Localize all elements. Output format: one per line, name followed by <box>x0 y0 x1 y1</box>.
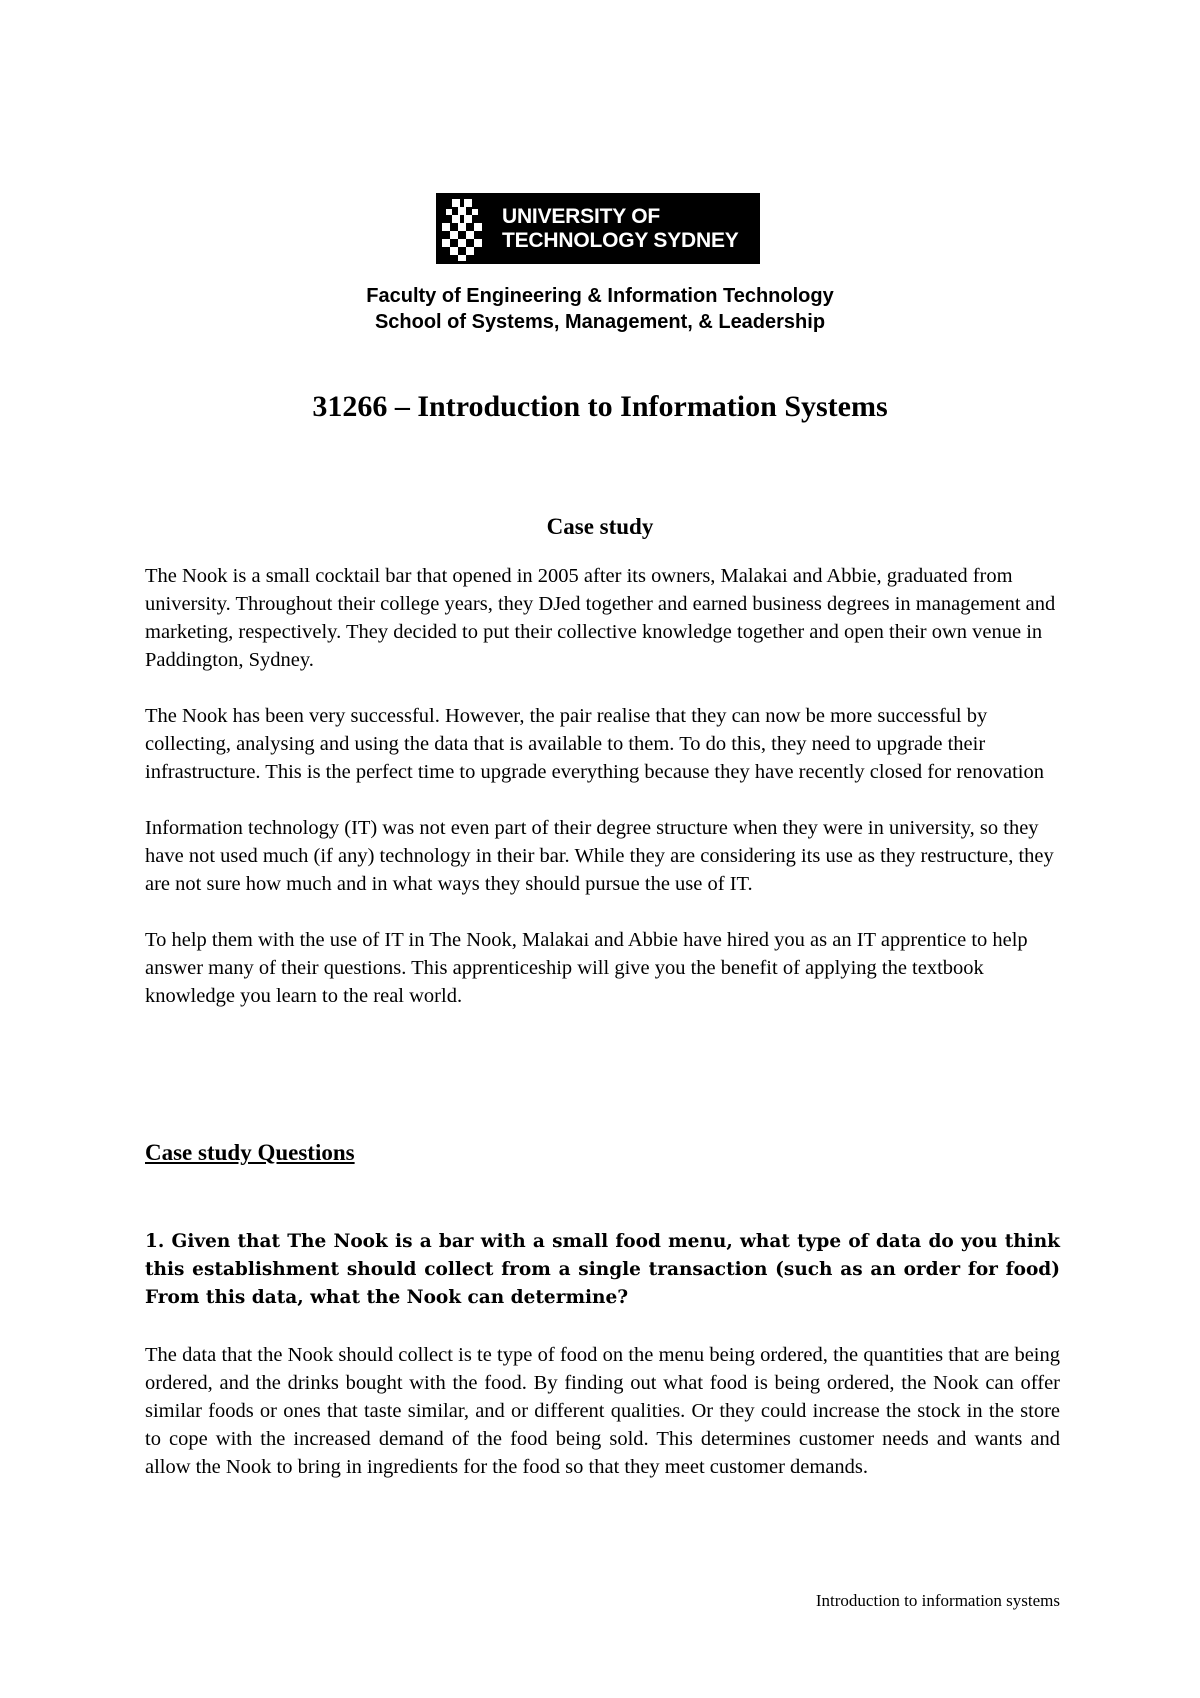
question-1: 1. Given that The Nook is a bar with a small food menu, what type of data do you think this establishment should collect from a single transaction (such as an order for food) From this data, what the Nook can determine? <box>145 1231 1060 1308</box>
case-study-heading: Case study <box>546 514 654 539</box>
logo-line-2: TECHNOLOGY SYDNEY <box>502 228 739 252</box>
case-paragraph-3: Information technology (IT) was not even part of their degree structure when they were in university, so they have not used much (if any) technology in their bar. While they are considering its use as they restructure, they are not sure how much and in what ways they should pursue the use of IT. <box>145 817 1054 895</box>
uts-wordmark <box>502 205 739 253</box>
uts-crest-icon <box>438 193 494 264</box>
faculty-heading <box>0 283 1200 335</box>
questions-heading: Case study Questions <box>145 1140 355 1165</box>
answer-1: The data that the Nook should collect is te type of food on the menu being ordered, the quantities that are being ordered, and the drinks bought with the food. By finding out what food is being ordered, the Nook can offer similar foods or ones that taste similar, and or different qualities. Or they could increase the stock in the store to cope with the increased demand of the food being sold. This determines customer needs and wants and allow the Nook to bring in ingredients for the food so that they meet customer demands. <box>145 1344 1060 1478</box>
page-footer: Introduction to information systems <box>815 1591 1060 1610</box>
case-study-body <box>145 562 1060 1038</box>
school-name: School of Systems, Management, & Leadership <box>374 311 826 333</box>
case-paragraph-1: The Nook is a small cocktail bar that opened in 2005 after its owners, Malakai and Abbie, graduated from university. Throughout their college years, they DJed together and earned business degrees in management and marketing, respectively. They decided to put their collective knowledge together and open their own venue in Paddington, Sydney. <box>145 565 1056 671</box>
uts-logo <box>436 193 760 264</box>
case-paragraph-4: To help them with the use of IT in The Nook, Malakai and Abbie have hired you as an IT apprentice to help answer many of their questions. This apprenticeship will give you the benefit of applying the textbook knowledge you learn to the real world. <box>145 929 1028 1007</box>
faculty-name: Faculty of Engineering & Information Technology <box>366 285 834 307</box>
logo-line-1: UNIVERSITY OF <box>502 204 661 228</box>
course-title: 31266 – Introduction to Information Systems <box>312 390 888 423</box>
case-paragraph-2: The Nook has been very successful. However, the pair realise that they can now be more successful by collecting, analysing and using the data that is available to them. To do this, they need to upgrade their infrastructure. This is the perfect time to upgrade everything because they have recently closed for renovation <box>145 705 1044 783</box>
